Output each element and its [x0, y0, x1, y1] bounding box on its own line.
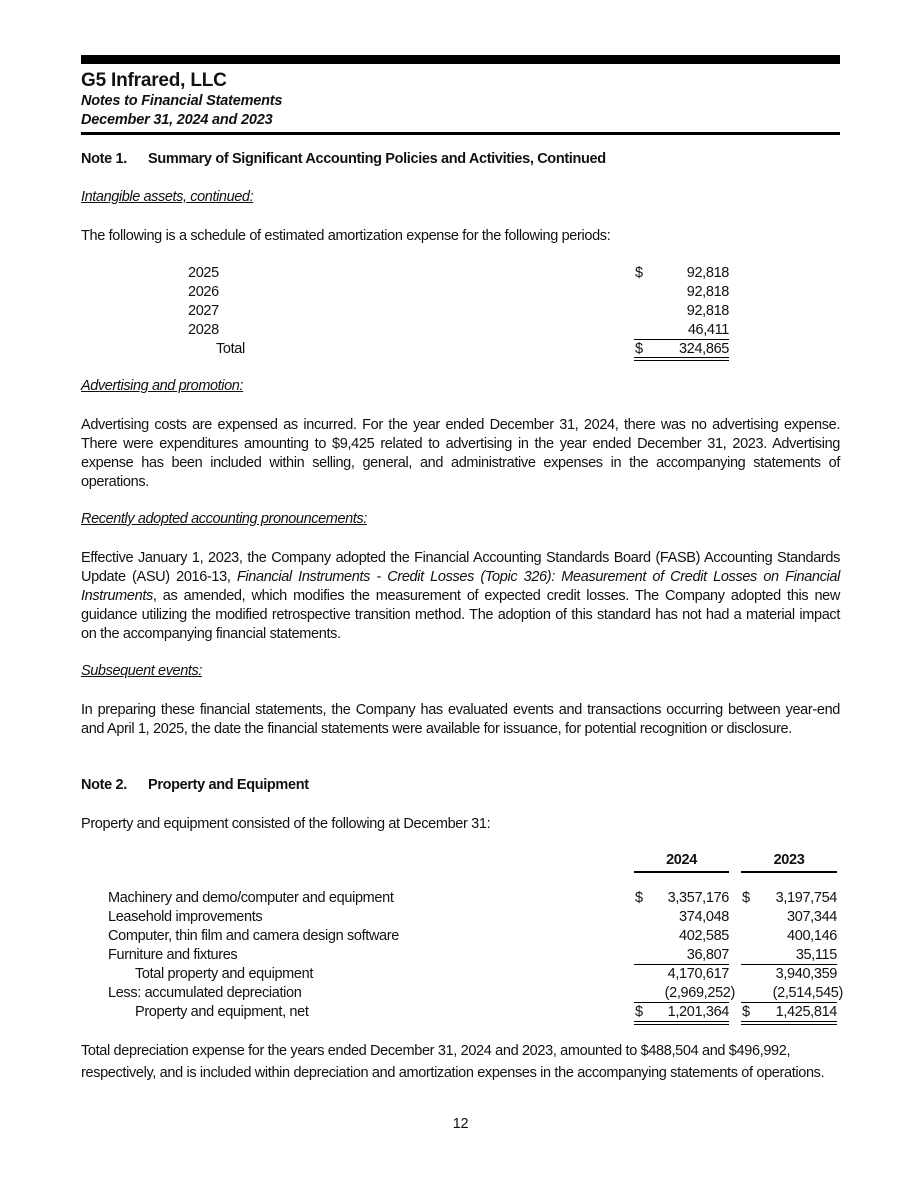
- amort-total-amount: 324,865: [679, 341, 729, 357]
- ppe-value-2024: 374,048: [679, 909, 729, 925]
- pronouncements-heading: Recently adopted accounting pronouncements:: [81, 511, 367, 527]
- ppe-total-2024: 4,170,617: [667, 966, 729, 982]
- company-name: G5 Infrared, LLC: [81, 70, 227, 91]
- ppe-total-label: Total property and equipment: [135, 966, 314, 982]
- ppe-total-2023: 3,940,359: [775, 966, 837, 982]
- intangibles-heading: Intangible assets, continued:: [81, 189, 254, 205]
- subsequent-heading: Subsequent events:: [81, 663, 202, 679]
- depreciation-expense-note: Total depreciation expense for the years ended December 31, 2024 and 2023, amounted to $488,504 and $496,992, respectively, and is included within depreciation and amortization expenses in the accompanying statements of operations.: [81, 1043, 825, 1081]
- ppe-value-2024: 3,357,176: [667, 890, 729, 906]
- column-header-2023: 2023: [741, 851, 837, 873]
- ppe-currency: $: [635, 890, 643, 906]
- amort-year: 2026: [188, 284, 219, 300]
- pronouncements-text-1: Effective January 1, 2023, the Company adopted the Financial Accounting Standards Board (FASB) Accounting Standards Update (ASU) 2016-13,: [81, 550, 840, 585]
- note2-title-text: Property and Equipment: [148, 777, 309, 793]
- note2-intro: Property and equipment consisted of the following at December 31:: [81, 816, 491, 832]
- amort-year: 2028: [188, 322, 219, 338]
- ppe-value-2023: 307,344: [787, 909, 837, 925]
- header-rule: [81, 132, 840, 135]
- intangibles-intro: The following is a schedule of estimated amortization expense for the following periods:: [81, 228, 611, 244]
- ppe-row-label: Computer, thin film and camera design software: [108, 928, 399, 944]
- header-top-bar: [81, 55, 840, 64]
- ppe-value-2024: 36,807: [686, 947, 729, 963]
- note1-number: Note 1.: [81, 151, 127, 167]
- note2-title: [81, 777, 309, 793]
- ppe-net-2024: 1,201,364: [667, 1004, 729, 1020]
- amort-amount: 92,818: [686, 284, 729, 300]
- ppe-net-label: Property and equipment, net: [135, 1004, 309, 1020]
- amort-year: 2027: [188, 303, 219, 319]
- pronouncements-text-2: , as amended, which modifies the measurement of expected credit losses. The Company adopted this new guidance utilizing the modified retrospective transition method. The adoption of this standard has not had a material impact on the accompanying financial statements.: [81, 588, 840, 642]
- note2-number: Note 2.: [81, 777, 127, 793]
- ppe-row-label: Furniture and fixtures: [108, 947, 238, 963]
- amort-total-currency: $: [635, 341, 643, 357]
- ppe-currency: $: [742, 890, 750, 906]
- pronouncements-body: [81, 549, 840, 644]
- document-page: [81, 55, 843, 1132]
- subsequent-body: In preparing these financial statements, the Company has evaluated events and transactions occurring between year-end and April 1, 2025, the date the financial statements were available for issuance, for potential recognition or disclosure.: [81, 702, 840, 737]
- total-double-rule: [634, 357, 729, 361]
- page-number: 12: [452, 1116, 469, 1132]
- ppe-currency: $: [742, 1004, 750, 1020]
- ppe-depreciation-2023: (2,514,545): [772, 985, 843, 1001]
- ppe-value-2024: 402,585: [679, 928, 729, 944]
- amort-amount: 46,411: [687, 322, 729, 338]
- net-double-rule-2024: [634, 1021, 729, 1025]
- net-double-rule-2023: [741, 1021, 837, 1025]
- advertising-heading: Advertising and promotion:: [81, 378, 244, 394]
- note1-title: [81, 151, 606, 167]
- amort-currency: $: [635, 265, 643, 281]
- note1-title-text: Summary of Significant Accounting Policies and Activities, Continued: [148, 151, 606, 167]
- pronouncements-standard-title: Financial Instruments - Credit Losses (Topic 326): Measurement of Credit Losses on Financial Instruments: [81, 569, 840, 604]
- amort-amount: 92,818: [686, 265, 729, 281]
- ppe-currency: $: [635, 1004, 643, 1020]
- amort-total-label: Total: [216, 341, 245, 357]
- amort-year: 2025: [188, 265, 219, 281]
- ppe-row-label: Machinery and demo/computer and equipment: [108, 890, 394, 906]
- ppe-value-2023: 400,146: [787, 928, 837, 944]
- document-period: December 31, 2024 and 2023: [81, 112, 273, 128]
- amort-amount: 92,818: [686, 303, 729, 319]
- ppe-row-label: Leasehold improvements: [108, 909, 263, 925]
- ppe-value-2023: 35,115: [795, 947, 837, 963]
- advertising-body: Advertising costs are expensed as incurred. For the year ended December 31, 2024, there was no advertising expense. There were expenditures amounting to $9,425 related to advertising in the year ended December 31, 2023. Advertising expense has been included within selling, general, and administrative expenses in the accompanying statements of operations.: [81, 417, 840, 490]
- ppe-value-2023: 3,197,754: [775, 890, 837, 906]
- document-subtitle: Notes to Financial Statements: [81, 93, 283, 109]
- column-header-2024: 2024: [634, 851, 729, 873]
- ppe-depreciation-label: Less: accumulated depreciation: [108, 985, 302, 1001]
- ppe-net-2023: 1,425,814: [775, 1004, 837, 1020]
- ppe-depreciation-2024: (2,969,252): [664, 985, 735, 1001]
